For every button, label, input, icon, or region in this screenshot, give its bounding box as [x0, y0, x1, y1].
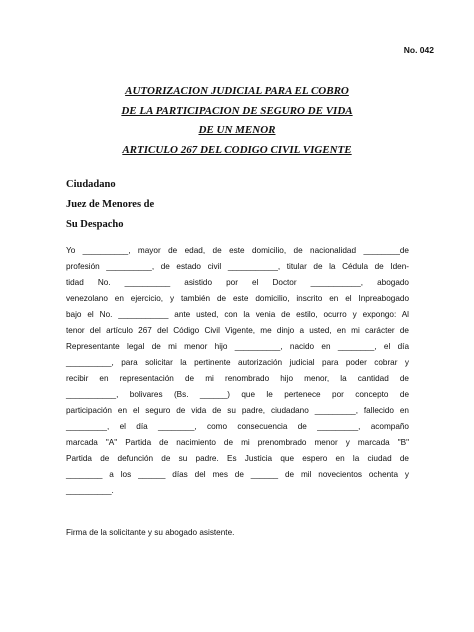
body-line: Representante legal de mi menor hijo __________, nacido en ________, el día — [66, 342, 409, 351]
body-line: venezolano en ejercicio, y también de este domicilio, inscrito en el Inpreabogado — [66, 294, 409, 303]
body-line: ___________, bolivares (Bs. ______) que le pertenece por concepto de — [66, 390, 409, 399]
body-line: ________ a los ______ días del mes de ______ de mil novecientos ochenta y — [66, 470, 409, 479]
title-line: AUTORIZACION JUDICIAL PARA EL COBRO — [125, 85, 349, 97]
document-number: No. 042 — [403, 45, 434, 55]
body-line: _________, el día ________, como consecuencia de _________, acompaño — [66, 422, 409, 431]
signature-line: Firma de la solicitante y su abogado asistente. — [66, 528, 235, 537]
document-title — [0, 82, 474, 160]
body-line: recibir en representación de mi renombrado hijo menor, la cantidad de — [66, 374, 409, 383]
body-line: tidad No. __________ asistido por el Doctor ___________, abogado — [66, 278, 409, 287]
body-line: tenor del artículo 267 del Código Civil Vigente, me dinjo a usted, en mi carácter de — [66, 326, 409, 335]
body-line: __________. — [66, 486, 114, 495]
body-paragraph — [66, 243, 409, 499]
title-line: DE LA PARTICIPACION DE SEGURO DE VIDA — [121, 104, 353, 117]
addressee-line: Su Despacho — [66, 219, 124, 230]
body-line: profesión __________, de estado civil ___________, titular de la Cédula de Iden- — [66, 262, 409, 271]
title-line: DE UN MENOR — [198, 124, 276, 136]
addressee-line: Ciudadano — [66, 179, 116, 190]
body-line: Partida de defunción de su padre. Es Justicia que espero en la ciudad de — [66, 454, 409, 463]
addressee-block — [66, 175, 154, 235]
body-line: __________, para solicitar la pertinente autorización judicial para poder cobrar y — [66, 358, 409, 367]
body-line: marcada "A" Partida de nacimiento de mi prenombrado menor y marcada "B" — [66, 438, 409, 447]
title-line: ARTICULO 267 DEL CODIGO CIVIL VIGENTE — [122, 143, 352, 156]
addressee-line: Juez de Menores de — [66, 199, 155, 210]
body-line: Yo __________, mayor de edad, de este domicilio, de nacionalidad ________de — [66, 246, 409, 255]
body-line: participación en el seguro de vida de su padre, ciudadano _________, fallecido en — [66, 406, 409, 415]
body-line: bajo el No. ___________ ante usted, con la venia de estilo, ocurro y expongo: Al — [66, 310, 409, 319]
